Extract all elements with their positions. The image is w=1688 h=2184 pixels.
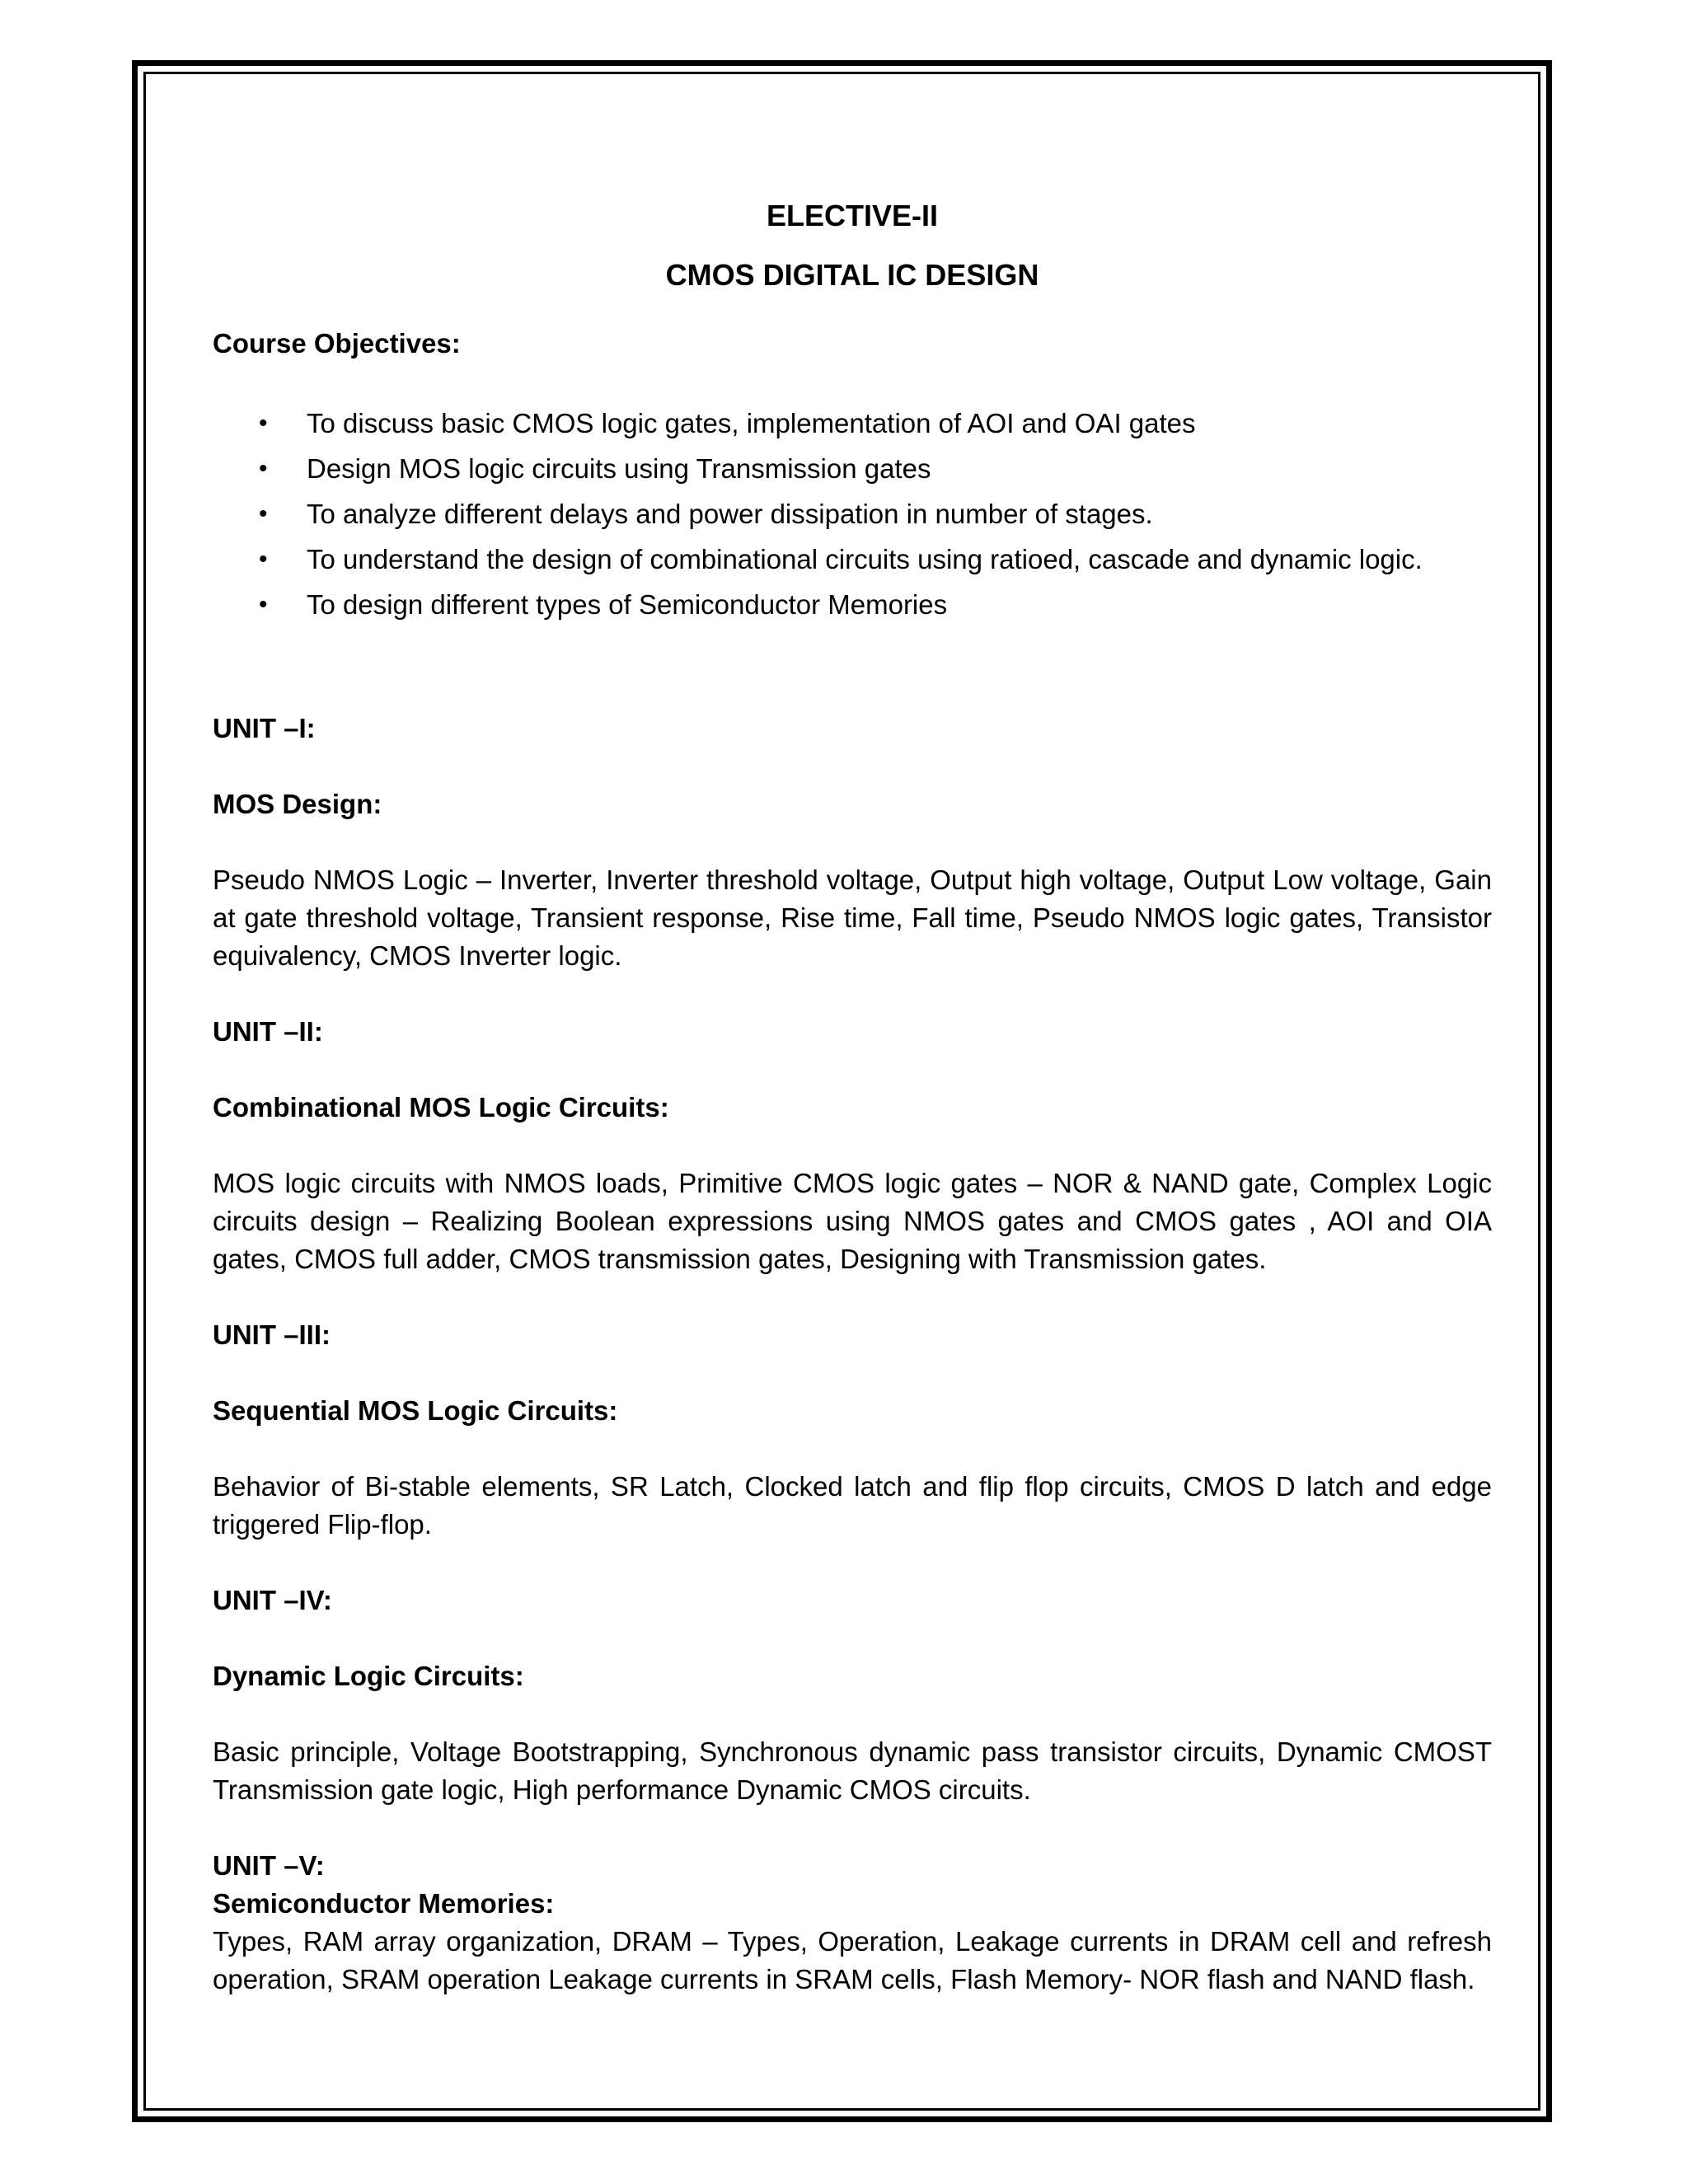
unit-1-label: UNIT –I: (213, 713, 316, 743)
objective-text: To design different types of Semiconductor Memories (307, 589, 948, 620)
bullet-icon: • (259, 546, 268, 573)
objective-text: To discuss basic CMOS logic gates, implementation of AOI and OAI gates (307, 408, 1196, 438)
bullet-icon: • (259, 591, 268, 618)
objective-text: Design MOS logic circuits using Transmission gates (307, 453, 931, 484)
unit-1-content: Pseudo NMOS Logic – Inverter, Inverter threshold voltage, Output high voltage, Output Low voltage, Gain at gate threshold voltage, Transient response, Rise time, Fall time, Pseudo NMOS logic gates, Transistor equivalency, CMOS Inverter logic. (213, 865, 1492, 971)
bullet-icon: • (259, 410, 268, 437)
unit-4-topic: Dynamic Logic Circuits: (213, 1661, 524, 1691)
course-title: CMOS DIGITAL IC DESIGN (665, 258, 1039, 292)
objective-item (213, 537, 1492, 582)
unit-5-topic: Semiconductor Memories: (213, 1888, 555, 1919)
objective-text: To understand the design of combinational circuits using ratioed, cascade and dynamic logic. (307, 544, 1423, 574)
objective-item (213, 401, 1492, 446)
unit-3-topic: Sequential MOS Logic Circuits: (213, 1395, 618, 1426)
objective-item (213, 582, 1492, 627)
objective-item (213, 446, 1492, 491)
objective-item (213, 491, 1492, 537)
unit-1-topic: MOS Design: (213, 789, 382, 819)
objective-text: To analyze different delays and power dissipation in number of stages. (307, 499, 1153, 529)
objectives-heading: Course Objectives: (213, 328, 461, 359)
unit-2-topic: Combinational MOS Logic Circuits: (213, 1092, 669, 1122)
bullet-icon: • (259, 500, 268, 527)
unit-5-label: UNIT –V: (213, 1850, 325, 1881)
unit-2-content: MOS logic circuits with NMOS loads, Primitive CMOS logic gates – NOR & NAND gate, Complex Logic circuits design – Realizing Boolean expressions using NMOS gates and CMOS gates , AOI and OIA gates, CMOS full adder, CMOS transmission gates, Designing with Transmission gates. (213, 1168, 1492, 1274)
document-content (213, 190, 1492, 1999)
unit-2-label: UNIT –II: (213, 1016, 323, 1047)
bullet-icon: • (259, 455, 268, 482)
unit-3-label: UNIT –III: (213, 1319, 331, 1350)
unit-4-label: UNIT –IV: (213, 1585, 332, 1615)
unit-4-content: Basic principle, Voltage Bootstrapping, Synchronous dynamic pass transistor circuits, Dynamic CMOST Transmission gate logic, High performance Dynamic CMOS circuits. (213, 1736, 1492, 1805)
elective-title: ELECTIVE-II (766, 199, 939, 232)
objectives-list (213, 401, 1492, 627)
unit-3-content: Behavior of Bi-stable elements, SR Latch, Clocked latch and flip flop circuits, CMOS D latch and edge triggered Flip-flop. (213, 1471, 1492, 1540)
unit-5-content: Types, RAM array organization, DRAM – Types, Operation, Leakage currents in DRAM cell and refresh operation, SRAM operation Leakage currents in SRAM cells, Flash Memory- NOR flash and NAND flash. (213, 1926, 1492, 1994)
